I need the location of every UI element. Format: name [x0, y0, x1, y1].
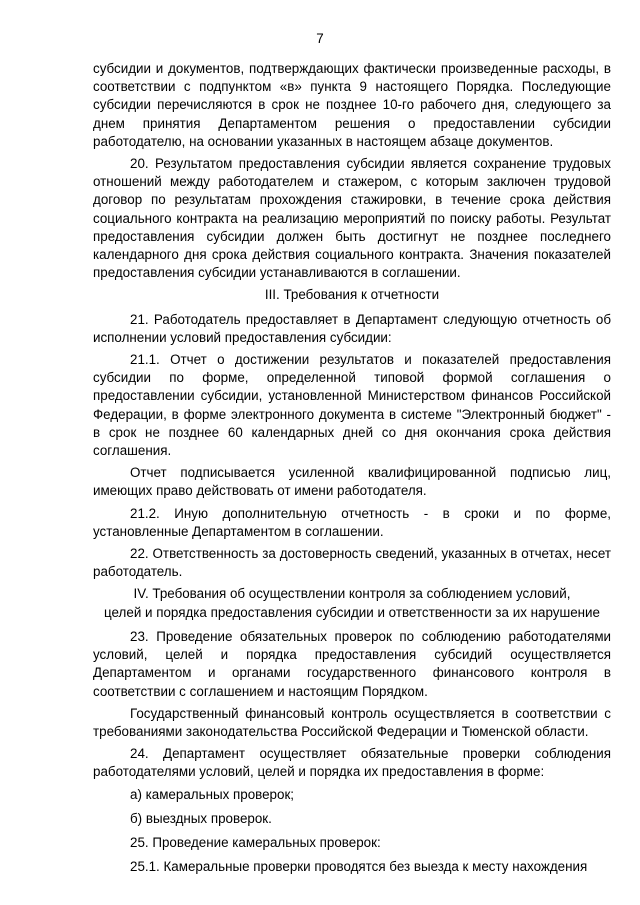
paragraph-20: 20. Результатом предоставления субсидии является сохранение трудовых отношений между работодателем и стажером, с которым заключен трудовой договор по результатам прохождения стажировки, в течение срока действия социального контракта на реализацию мероприятий по поиску работы. Результат предоставления субсидии должен быть достигнут не позднее последнего календарного дня срока действия социального контракта. Значения показателей предоставления субсидии устанавливаются в соглашении. — [93, 156, 611, 281]
paragraph-continuation: субсидии и документов, подтверждающих фактически произведенные расходы, в соответствии с подпунктом «в» пункта 9 настоящего Порядка. Последующие субсидии перечисляются в срок не позднее 10-го рабочего дня, следующего за днем принятия Департаментом решения о предоставлении субсидии работодателю, на основании указанных в настоящем абзаце документов. — [93, 61, 611, 149]
list-item-a: а) камеральных проверок; — [130, 786, 295, 802]
section-heading-3-text: III. Требования к отчетности — [264, 287, 440, 303]
section-heading-4 — [71, 585, 633, 621]
paragraph-21-1: 21.1. Отчет о достижении результатов и показателей предоставления субсидии по форме, определенной типовой формой соглашения о предоставлении субсидии, установленной Министерством финансов Российской Федерации, в форме электронного документа в системе "Электронный бюджет" - в срок не позднее 60 календарных дней со дня окончания срока действия соглашения. — [93, 352, 611, 459]
page-number: 7 — [316, 31, 324, 46]
paragraph-25: 25. Проведение камеральных проверок: — [130, 834, 381, 850]
section-heading-4-line-2: целей и порядка предоставления субсидии и ответственности за их нарушение — [104, 604, 600, 620]
list-item-b: б) выездных проверок. — [130, 810, 272, 826]
paragraph-report-signature: Отчет подписывается усиленной квалифицированной подписью лиц, имеющих право действовать от имени работодателя. — [93, 465, 611, 499]
paragraph-25-1: 25.1. Камеральные проверки проводятся без выезда к месту нахождения — [130, 859, 588, 875]
section-heading-3 — [93, 286, 611, 304]
paragraph-23: 23. Проведение обязательных проверок по соблюдению работодателями условий, целей и порядка предоставления субсидий осуществляется Департаментом и органами государственного финансового контроля в соответствии с соглашением и настоящим Порядком. — [93, 628, 611, 699]
document-body — [93, 60, 611, 880]
paragraph-24: 24. Департамент осуществляет обязательные проверки соблюдения работодателями условий, целей и порядка их предоставления в форме: — [93, 746, 611, 780]
section-heading-4-line-1: IV. Требования об осуществлении контроля за соблюдением условий, — [133, 586, 571, 602]
paragraph-state-control: Государственный финансовый контроль осуществляется в соответствии с требованиями законодательства Российской Федерации и Тюменской области. — [93, 705, 611, 739]
paragraph-21: 21. Работодатель предоставляет в Департамент следующую отчетность об исполнении условий предоставления субсидии: — [93, 311, 611, 345]
paragraph-22: 22. Ответственность за достоверность сведений, указанных в отчетах, несет работодатель. — [93, 546, 611, 580]
paragraph-21-2: 21.2. Иную дополнительную отчетность - в сроки и по форме, установленные Департаментом в соглашении. — [93, 505, 611, 539]
